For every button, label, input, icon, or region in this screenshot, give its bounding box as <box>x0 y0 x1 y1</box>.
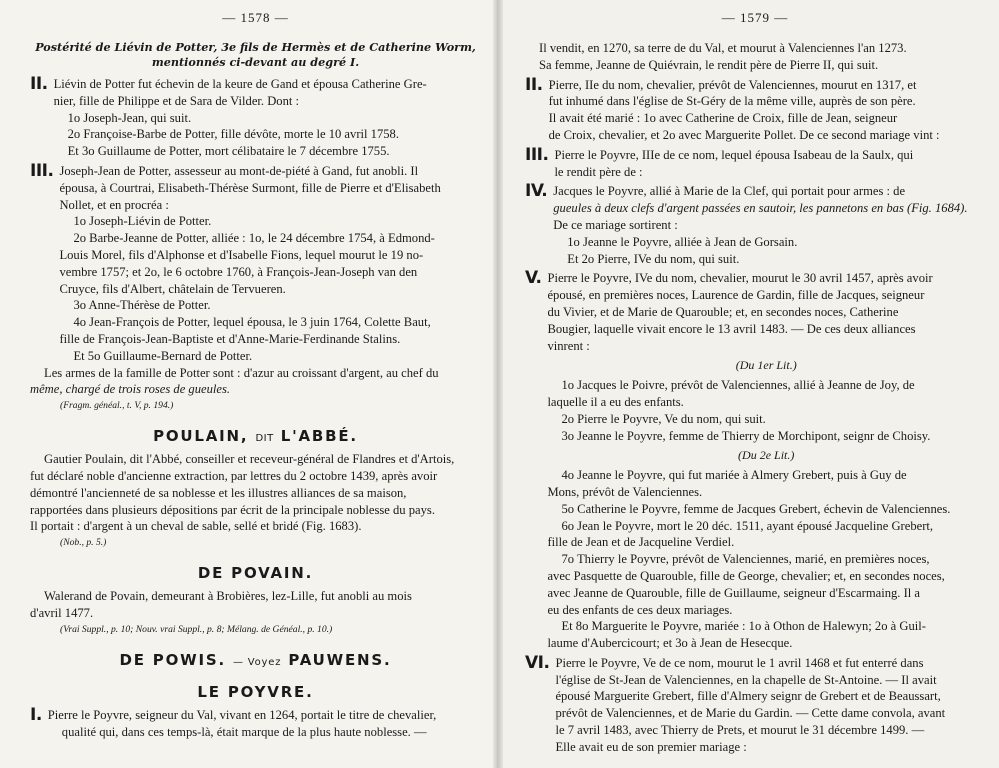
family-heading-poyvre: LE POYVRE. <box>197 682 314 701</box>
right-page <box>497 0 999 768</box>
degree-number: V. <box>525 268 542 289</box>
text-line: nier, fille de Philippe et de Sara de Vilder. Dont : <box>53 93 300 108</box>
text-line: Mons, prévôt de Valenciennes. <box>547 484 703 499</box>
text-line: 7o Thierry le Poyvre, prévôt de Valenciennes, marié, en premières noces, <box>561 552 930 567</box>
text-line: d'avril 1477. <box>30 605 94 620</box>
text-line: Joseph-Jean de Potter, assesseur au mont-de-piété à Gand, fut anobli. Il <box>59 163 419 178</box>
degree-number: III. <box>525 144 549 165</box>
text-line: Et 8o Marguerite le Poyvre, mariée : 1o à Othon de Halewyn; 2o à Guil- <box>561 619 926 634</box>
marriage-divider: (Du 2e Lit.) <box>738 448 795 463</box>
arms-line: même, chargé de trois roses de gueules. <box>30 382 231 397</box>
text-line: Cruyce, fils d'Albert, châtelain de Tervueren. <box>59 281 286 296</box>
text-line: Il portait : d'argent à un cheval de sable, sellé et bridé (Fig. 1683). <box>30 519 362 534</box>
family-heading-povain: DE POVAIN. <box>197 564 314 583</box>
text-line: fille de Jean et de Jacqueline Verdiel. <box>547 535 735 550</box>
text-line: Pierre le Poyvre, Ve de ce nom, mourut le 1 avril 1468 et fut enterré dans <box>555 655 924 670</box>
text-line: Liévin de Potter fut échevin de la keure de Gand et épousa Catherine Gre- <box>53 77 427 91</box>
text-line: Pierre le Poyvre, seigneur du Val, vivant en 1264, portait le titre de chevalier, <box>47 707 437 722</box>
family-heading-poulain: POULAIN, DIT L'ABBÉ. <box>153 427 358 446</box>
text-line: 6o Jean le Poyvre, mort le 20 déc. 1511, ayant épousé Jacqueline Grebert, <box>561 518 934 533</box>
degree-number: II. <box>30 74 48 94</box>
text-line: Il avait été marié : 1o avec Catherine de Croix, fille de Jean, seigneur <box>548 111 898 126</box>
text-line: 4o Jean-François de Potter, lequel épousa, le 3 juin 1764, Colette Baut, <box>73 315 431 330</box>
text-line: du Vivier, et de Marie de Quarouble; et, en secondes noces, Catherine <box>547 304 899 319</box>
text-line: Il vendit, en 1270, sa terre de du Val, et mourut à Valenciennes l'an 1273. <box>539 41 907 55</box>
text-line: l'église de St-Jean de Valenciennes, en la chapelle de St-Antoine. — Il avait <box>555 672 937 687</box>
text-line: 1o Joseph-Liévin de Potter. <box>73 214 212 229</box>
text-line: vembre 1757; et 2o, le 6 octobre 1760, à François-Jean-Joseph van den <box>59 264 418 279</box>
degree-number: III. <box>30 160 54 181</box>
text-line: laquelle il a eu des enfants. <box>547 394 684 409</box>
text-line: démontré l'ancienneté de sa noblesse et les illustres alliances de sa maison, <box>30 485 407 500</box>
book-gutter <box>493 0 503 768</box>
text-line: 3o Jeanne le Poyvre, femme de Thierry de Morchipont, seignr de Choisy. <box>561 428 931 443</box>
text-line: épousé Marguerite Grebert, fille d'Almery seignr de Grebert et de Beaussart, <box>555 689 941 704</box>
text-line: avec Pasquette de Quarouble, fille de George, chevalier; et, en secondes noces, <box>547 568 945 583</box>
text-line: Pierre le Poyvre, IVe du nom, chevalier, mourut le 30 avril 1457, après avoir <box>547 271 933 286</box>
reference: (Nob., p. 5.) <box>60 537 107 549</box>
posterity-heading: Postérité de Liévin de Potter, 3e fils de Hermès et de Catherine Worm, mentionnés ci-devant au degré I. <box>35 40 476 69</box>
text-line: 1o Jacques le Poivre, prévôt de Valenciennes, allié à Jeanne de Joy, de <box>561 378 915 393</box>
text-line: 2o Barbe-Jeanne de Potter, alliée : 1o, le 24 décembre 1754, à Edmond- <box>73 231 435 246</box>
degree-entry <box>525 183 985 267</box>
text-line: 4o Jeanne le Poyvre, qui fut mariée à Almery Grebert, puis à Guy de <box>561 468 907 483</box>
text-line: Gautier Poulain, dit l'Abbé, conseiller et receveur-général de Flandres et d'Artois, <box>44 452 455 467</box>
text-line: 1o Joseph-Jean, qui suit. <box>67 110 192 125</box>
degree-entry <box>30 76 481 160</box>
text-line: 5o Catherine le Poyvre, femme de Jacques Grebert, échevin de Valenciennes. <box>561 501 951 516</box>
text-line: Et 3o Guillaume de Potter, mort célibataire le 7 décembre 1755. <box>67 144 390 159</box>
page-number-right: — 1579 — <box>721 10 789 25</box>
text-line: Nollet, et en procréa : <box>59 197 169 212</box>
text-line: le rendit père de : <box>554 164 643 179</box>
text-line: épousa, à Courtrai, Elisabeth-Thérèse Surmont, fille de Pierre et d'Elisabeth <box>59 180 441 195</box>
text-line: laume d'Aubercicourt; et 3o à Jean de Hesecque. <box>547 636 793 651</box>
text-line: avec Jeanne de Quarouble, fille de Guillaume, seigneur d'Escarmaing. Il a <box>547 585 921 600</box>
text-line: eu des enfants de ces deux mariages. <box>547 602 733 617</box>
degree-entry <box>525 74 985 144</box>
reference: (Fragm. généal., t. V, p. 194.) <box>60 400 174 412</box>
degree-entry <box>30 704 481 741</box>
marriage-divider: (Du 1er Lit.) <box>735 358 797 373</box>
text-line: 1o Jeanne le Poyvre, alliée à Jean de Gorsain. <box>567 234 798 249</box>
text-line: Et 2o Pierre, IVe du nom, qui suit. <box>567 251 740 266</box>
degree-entry <box>525 270 985 652</box>
degree-number: II. <box>525 74 543 95</box>
text-line: le 7 avril 1483, avec Thierry de Prets, et mourut le 31 décembre 1499. — <box>555 723 925 738</box>
page-number-left: — 1578 — <box>222 10 289 25</box>
text-line: 2o Françoise-Barbe de Potter, fille dévôte, morte le 10 avril 1758. <box>67 127 399 142</box>
text-line: Sa femme, Jeanne de Quiévrain, le rendit père de Pierre II, qui suit. <box>539 57 879 72</box>
text-line: Et 5o Guillaume-Bernard de Potter. <box>73 348 253 363</box>
text-line: de Croix, chevalier, et 2o avec Marguerite Pollet. De ce second mariage vint : <box>548 127 940 142</box>
text-line: prévôt de Valenciennes, et de Marie du Gardin. — Cette dame convola, avant <box>555 706 946 721</box>
text-line: épousé, en premières noces, Laurence de Gardin, fille de Jacques, seigneur <box>547 288 925 303</box>
text-line: Louis Morel, fils d'Alphonse et d'Isabelle Fions, lequel mourut le 19 no- <box>59 247 424 262</box>
degree-number: I. <box>30 704 42 725</box>
text-line: fut inhumé dans l'église de St-Géry de la même ville, auprès de son père. <box>548 94 916 109</box>
text-line: qualité qui, dans ces temps-là, était marque de la plus haute noblesse. — <box>61 724 427 739</box>
degree-number: VI. <box>525 652 550 673</box>
text-line: vinrent : <box>547 338 590 353</box>
text-line: 3o Anne-Thérèse de Potter. <box>73 298 211 313</box>
degree-entry <box>525 144 985 181</box>
text-line: rapportées dans plusieurs dépositions par écrit de la principale noblesse du pays. <box>30 502 435 517</box>
left-page <box>0 0 497 768</box>
text-line: fille de François-Jean-Baptiste et d'Anne-Marie-Ferdinande Stalins. <box>59 331 401 346</box>
text-line: De ce mariage sortirent : <box>553 217 678 232</box>
text-line: 2o Pierre le Poyvre, Ve du nom, qui suit. <box>561 411 766 426</box>
degree-number: IV. <box>525 181 548 202</box>
reference: (Vrai Suppl., p. 10; Nouv. vrai Suppl., p. 8; Mélang. de Généal., p. 10.) <box>60 623 333 635</box>
text-line: Pierre le Poyvre, IIIe de ce nom, lequel épousa Isabeau de la Saulx, qui <box>554 147 914 162</box>
text-line: Pierre, IIe du nom, chevalier, prévôt de Valenciennes, mourut en 1317, et <box>548 77 917 92</box>
degree-entry <box>525 652 985 756</box>
text-line: gueules à deux clefs d'argent passées en sautoir, les pannetons en bas (Fig. 1684). <box>553 201 968 216</box>
text-line: fut déclaré noble d'ancienne extraction, par lettres du 2 octobre 1439, après avoir <box>30 468 438 483</box>
text-line: Bougier, laquelle vivait encore le 13 avril 1483. — De ces deux alliances <box>547 321 916 336</box>
text-line: Elle avait eu de son premier mariage : <box>555 739 747 754</box>
family-heading-powis: DE POWIS. — Voyez PAUWENS. <box>119 650 392 669</box>
degree-entry <box>30 160 481 365</box>
text-line: Walerand de Povain, demeurant à Brobières, lez-Lille, fut anobli au mois <box>44 589 412 604</box>
arms-line: Les armes de la famille de Potter sont : d'azur au croissant d'argent, au chef du <box>44 365 439 380</box>
text-line: Jacques le Poyvre, allié à Marie de la Clef, qui portait pour armes : de <box>553 184 906 199</box>
